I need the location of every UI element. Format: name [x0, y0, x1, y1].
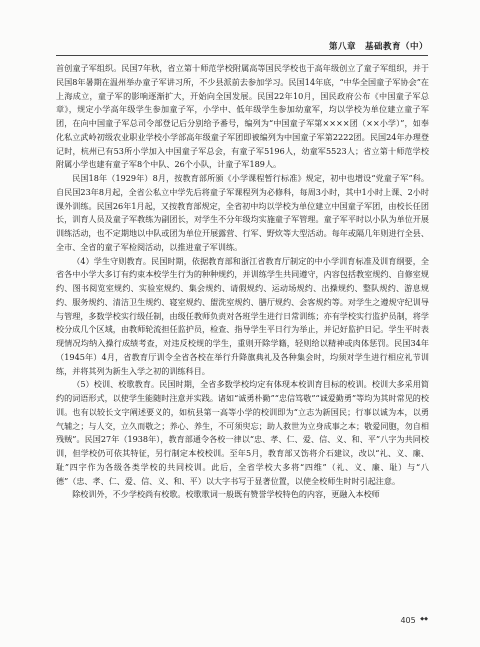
page-marker: ◆◆: [420, 616, 428, 622]
page-number: 405: [400, 616, 416, 625]
paragraph: 除校训外，不少学校尚有校歌。校歌歌词一般既有赞誉学校特色的内容，更融入本校师: [72, 489, 380, 500]
paragraph: （5）校训、校歌教育。民国时期，全省多数学校均定有体现本校训育目标的校训。校训大多采用简约的词语形式，以使学生能随时注意并实践。诸如“诚勇朴勤”“忠信笃敬”“诚爱勤勇”等均为其时常见的校训。也有以较长文字阐述要义的，如杭县第一高等小学的校训即为“立志为新国民；行事以诚为本，以勇气辅之；与人交，立久而敬之；养心、养生，不可须臾忘；助人救世为立身成事之本；敬爱同胞，勿自相残贼”。民国27年（1938年），教育部通令各校一律以“忠、孝、仁、爱、信、义、和、平”八字为共同校训，但学校仍可依其特征，另行制定本校校训。至年5月，教育部又饬将介石建议，改以“礼、义、廉、耻”四字作为各级各类学校的共同校训。此后，全省学校大多将“四维”（礼、义、廉、耻）与“八德”（忠、孝、仁、爱、信、义、和、平）以大字书写于显著位置，以使全校师生时时引起注意。: [56, 379, 429, 486]
running-header: 第八章 基础教育（中）: [328, 42, 428, 52]
paragraph: （4）学生守则教育。民国时期，依据教育部和浙江省教育厅制定的中小学训育标准及训育纲要，全省各中小学大多订有约束本校学生行为的种种规约，并训练学生共同遵守，内容包括教室规约、自修室规约、图书阅览室规约、实验室规约、集会规约、请假规约、运动场规约、出操规约、整队规约、游息规约、服务规约、清洁卫生规约、寝室规约、盥洗室规约、膳厅规约、会客规约等。对学生之遵规守纪训导与管理，多数学校实行级任制，由级任教师负责对各班学生进行日常训练；亦有学校实行监护员制，将学校分成几个区域，由教师轮流担任监护员，检查、指导学生平日行为举止，并记好监护日记。学生平时表现情况均纳入操行成绩考查，对违反校规的学生，重则开除学籍，轻则给以精神或肉体惩罚。民国34年（1945年）4月，省教育厅训令全省各校在举行升降旗典礼及各种集会时，均须对学生进行相应礼节训练，并将其列为新生入学之初的训练科目。: [56, 255, 429, 376]
page-footer: [400, 616, 428, 625]
paragraph: 民国18年（1929年）8月，按教育部所颁《小学课程暂行标准》规定，初中也增设“党童子军”科。自民国23年8月起，全省公私立中学先后将童子军课程列为必修科，每周3小时，其中1小时上课、2小时课外训练。民国26年1月起，又按教育部规定，全省初中均以学校为单位建立中国童子军团，由校长任团长，训育人员及童子军教练为副团长，对学生不分年级均实施童子军管理。童子军平时以小队为单位开展训练活动，也不定期地以中队或团为单位开展露营、行军、野炊等大型活动。每年或隔几年则进行全县、全市、全省的童子军检阅活动，以推进童子军训练。: [56, 173, 429, 252]
header-rule: [56, 55, 428, 56]
body-text: [56, 62, 429, 502]
paragraph: 首创童子军组织。民国7年秋，省立第十师范学校附属高等国民学校也于高年级创立了童子军组织，并于民国8年暑期在温州举办童子军讲习所，不少县派前去参加学习。民国14年底，“中华全国童子军协会”在上海成立，童子军的影响逐渐扩大，开始向全国发展。民国22年10月，国民政府公布《中国童子军总章》，规定小学高年级学生参加童子军，小学中、低年级学生参加幼童军，均以学校为单位建立童子军团，在向中国童子军总司令部登记后分别给予番号，编列为“中国童子军第××××团（××小学）”，如奉化私立武岭初级农业职业学校小学部高年级童子军团即被编列为中国童子军第2222团。民国24年办理登记时，杭州已有53所小学加入中国童子军总会，有童子军5196人，幼童军5523人；省立第十师范学校附属小学也建有童子军8个中队、26个小队，计童子军189人。: [56, 63, 429, 170]
